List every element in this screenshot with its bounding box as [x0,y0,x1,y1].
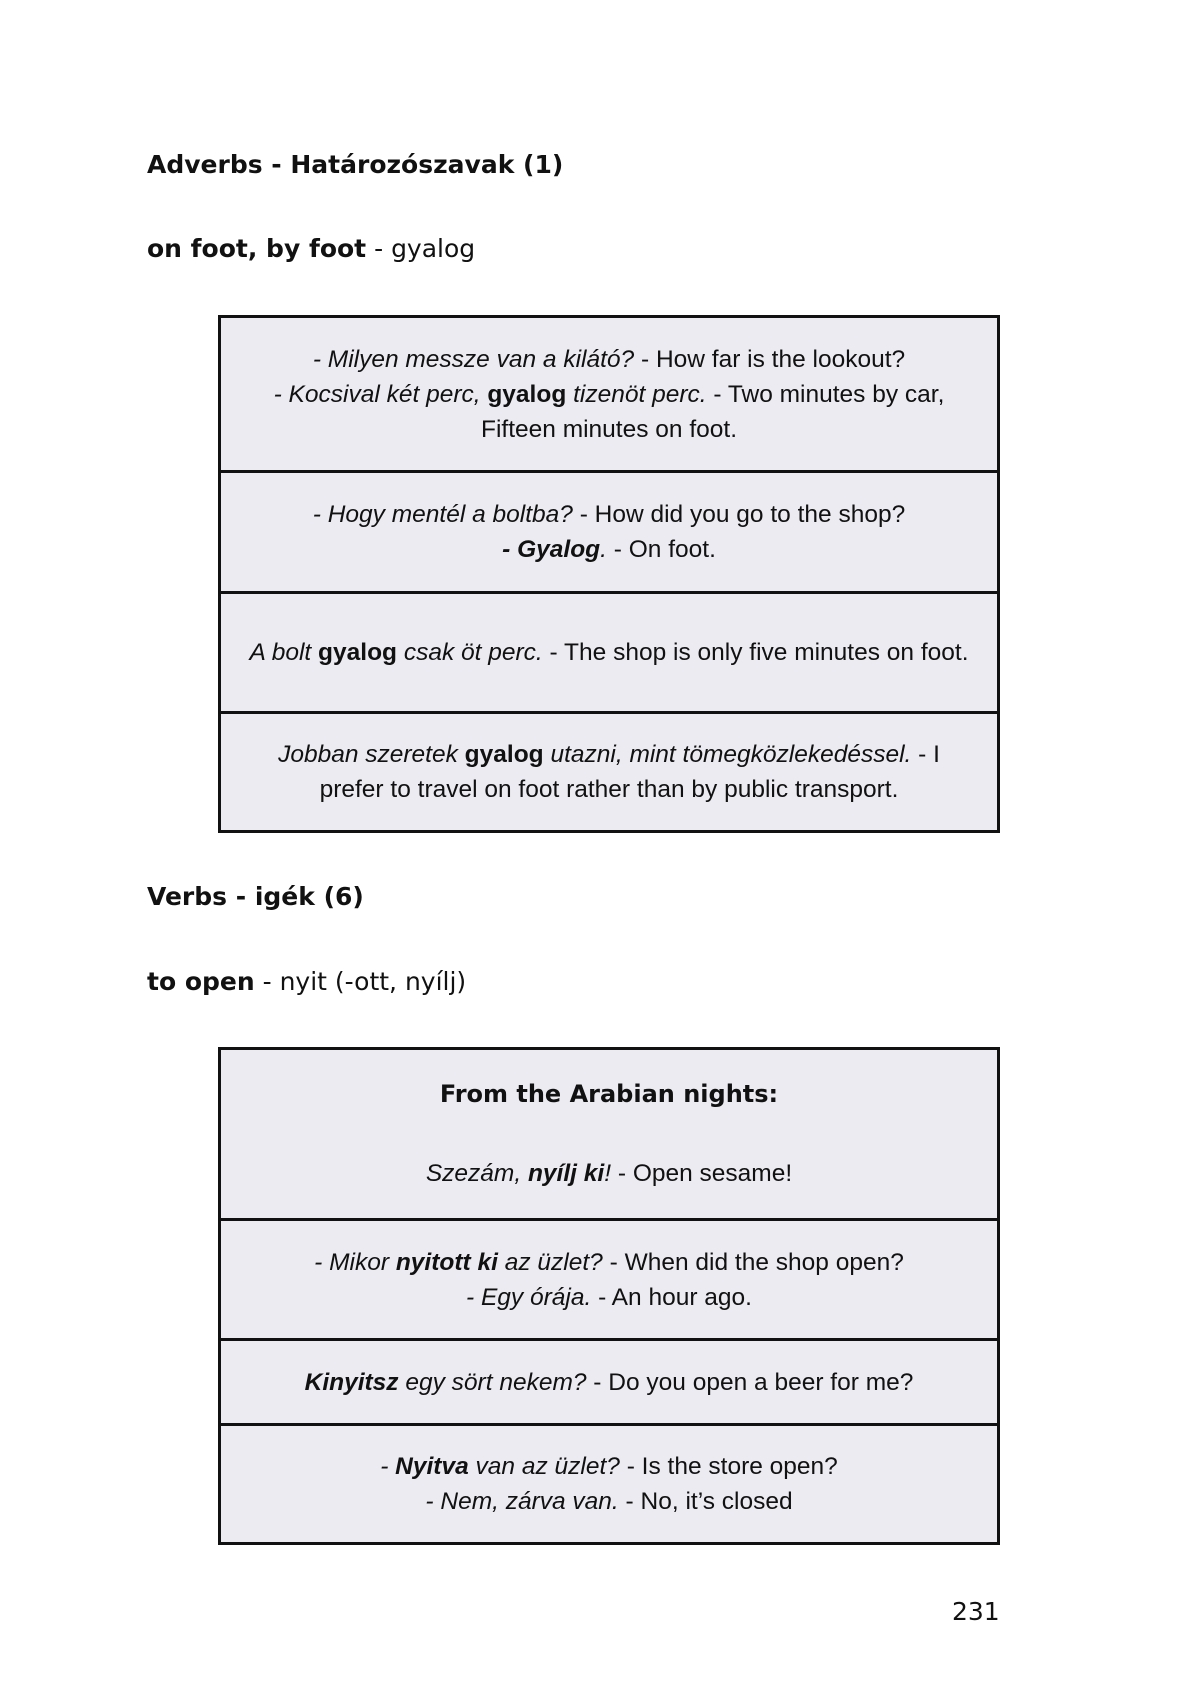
section-heading-text: Verbs - igék (6) [147,882,364,911]
example-line [313,342,905,377]
vocab-english: on foot, by foot [147,234,367,263]
example-row [221,594,997,714]
hungarian-text: - [380,1453,396,1480]
example-row [221,1221,997,1341]
vocab-hungarian: nyit (-ott, nyílj) [279,967,467,996]
example-line [380,1449,838,1484]
example-line [243,737,975,807]
english-text: - Is the store open? [619,1453,838,1480]
highlighted-word: nyitott ki [395,1248,498,1276]
example-row [221,1341,997,1426]
hungarian-text: - Mikor [314,1248,396,1276]
hungarian-text: csak öt perc. [397,639,543,666]
example-line [305,1365,914,1400]
english-text: - On foot. [606,536,716,563]
example-row [221,714,997,830]
example-table-gyalog [218,315,1000,833]
highlighted-word: nyílj ki [527,1160,605,1187]
highlighted-word: gyalog [464,741,544,768]
box-title: From the Arabian nights: [439,1080,779,1108]
english-text: - How did you go to the shop? [572,501,906,528]
hungarian-text: tizenöt perc. [566,380,707,408]
hungarian-text: A bolt [249,639,319,666]
english-text: - How far is the lookout? [634,345,906,373]
example-line [249,635,968,670]
vocab-separator: - [366,234,392,263]
hungarian-text: - Hogy mentél a boltba? [312,501,573,528]
english-text: - When did the shop open? [602,1248,904,1276]
vocab-entry-on-foot [147,234,475,263]
example-line [425,1484,792,1519]
example-line: Fifteen minutes on foot. [480,415,738,443]
vocab-hungarian: gyalog [391,234,476,263]
english-text: - An hour ago. [591,1283,752,1311]
example-line [502,532,716,567]
hungarian-text: . [600,536,607,563]
example-table-nyit [218,1047,1000,1545]
example-line [274,377,945,412]
hungarian-text: van az üzlet? [468,1453,620,1480]
hungarian-text: ! [604,1160,612,1187]
example-row [221,1426,997,1542]
hungarian-text: - Egy órája. [465,1283,592,1311]
english-text: - Open sesame! [611,1160,793,1187]
vocab-entry-to-open [147,967,466,996]
hungarian-text: utazni, mint tömegközlekedéssel. [543,741,912,768]
english-text: - No, it’s closed [618,1488,793,1515]
example-line [466,1280,752,1315]
highlighted-word: Kinyitsz [304,1368,399,1396]
highlighted-word: gyalog [318,639,398,666]
hungarian-text: - Nem, zárva van. [425,1488,619,1515]
hungarian-text: Jobban szeretek [278,741,465,768]
hungarian-text: Szezám, [425,1160,528,1187]
vocab-separator: - [254,967,280,996]
highlighted-word: gyalog [487,380,567,408]
hungarian-text: - Milyen messze van a kilátó? [312,345,635,373]
section-heading-adverbs [147,150,563,179]
hungarian-text: - Kocsival két perc, [273,380,488,408]
section-heading-verbs [147,882,364,911]
hungarian-text: egy sört nekem? [398,1368,587,1396]
english-text: - The shop is only five minutes on foot. [542,639,969,666]
example-row [221,473,997,594]
page-number: 231 [952,1597,1000,1626]
example-row [221,318,997,473]
example-line [313,497,905,532]
english-text: - Do you open a beer for me? [586,1368,914,1396]
english-text: - I prefer to travel on foot rather than by public transport. [319,741,940,803]
highlighted-word: - Gyalog [502,536,601,563]
example-line [426,1156,792,1191]
hungarian-text: az üzlet? [497,1248,603,1276]
english-text: - Two minutes by car, [706,380,945,408]
vocab-english: to open [147,967,255,996]
example-row [221,1050,997,1221]
highlighted-word: Nyitva [395,1453,469,1480]
section-heading-text: Adverbs - Határozószavak (1) [147,150,564,179]
example-line [314,1245,904,1280]
